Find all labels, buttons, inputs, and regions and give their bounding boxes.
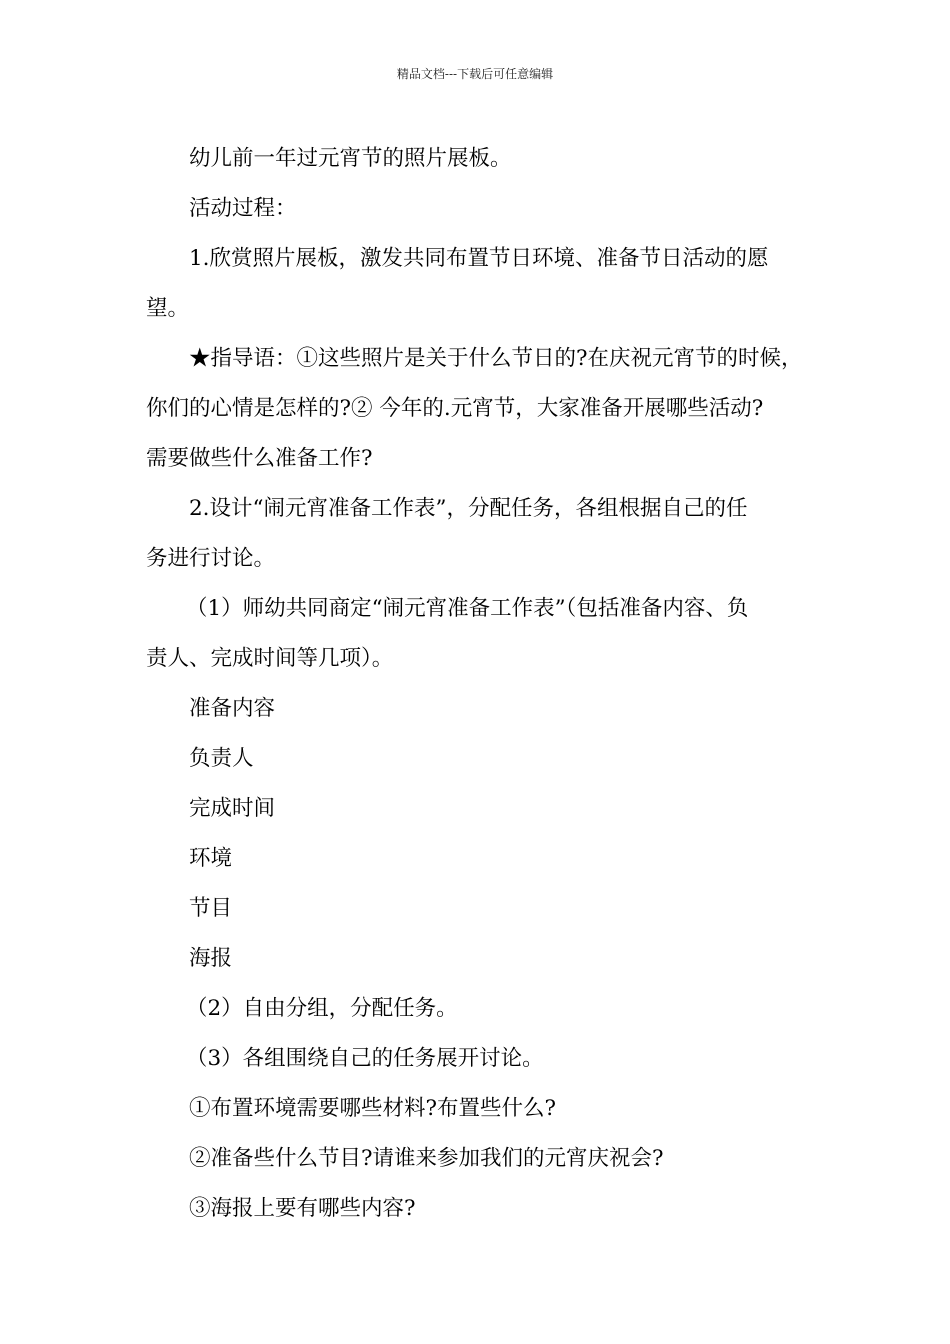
table-item: 负责人: [189, 746, 254, 771]
paragraph-process-heading: 活动过程：: [189, 196, 297, 221]
paragraph-step1-line1: 1.欣赏照片展板，激发共同布置节日环境、准备节日活动的愿: [189, 246, 769, 271]
paragraph-step2-line1: 2.设计“闹元宵准备工作表”，分配任务，各组根据自己的任: [189, 496, 748, 521]
table-item: 海报: [189, 946, 233, 971]
paragraph-substep3: （3）各组围绕自己的任务展开讨论。: [186, 1046, 544, 1071]
paragraph-substep1-line1: （1）师幼共同商定“闹元宵准备工作表”（包括准备内容、负: [186, 596, 749, 621]
paragraph-guide-line3: 需要做些什么准备工作?: [146, 446, 373, 471]
table-item: 完成时间: [189, 796, 276, 821]
paragraph-guide-line1: ★指导语：①这些照片是关于什么节日的?在庆祝元宵节的时候，: [189, 346, 803, 371]
table-item: 准备内容: [189, 696, 276, 721]
paragraph-substep2: （2）自由分组，分配任务。: [186, 996, 458, 1021]
question-item: ③海报上要有哪些内容?: [189, 1196, 416, 1221]
table-item: 节目: [189, 896, 233, 921]
paragraph-guide-line2: 你们的心情是怎样的?② 今年的.元宵节，大家准备开展哪些活动?: [146, 396, 764, 421]
paragraph-step2-line2: 务进行讨论。: [146, 546, 276, 571]
paragraph-step1-line2: 望。: [146, 296, 190, 321]
question-item: ②准备些什么节目?请谁来参加我们的元宵庆祝会?: [189, 1146, 664, 1171]
table-item: 环境: [189, 846, 233, 871]
paragraph-materials: 幼儿前一年过元宵节的照片展板。: [189, 146, 512, 171]
page-header: 精品文档---下载后可任意编辑: [396, 67, 554, 81]
paragraph-substep1-line2: 责人、完成时间等几项）。: [146, 646, 394, 671]
document-body: [146, 134, 810, 1234]
question-item: ①布置环境需要哪些材料?布置些什么?: [189, 1096, 557, 1121]
